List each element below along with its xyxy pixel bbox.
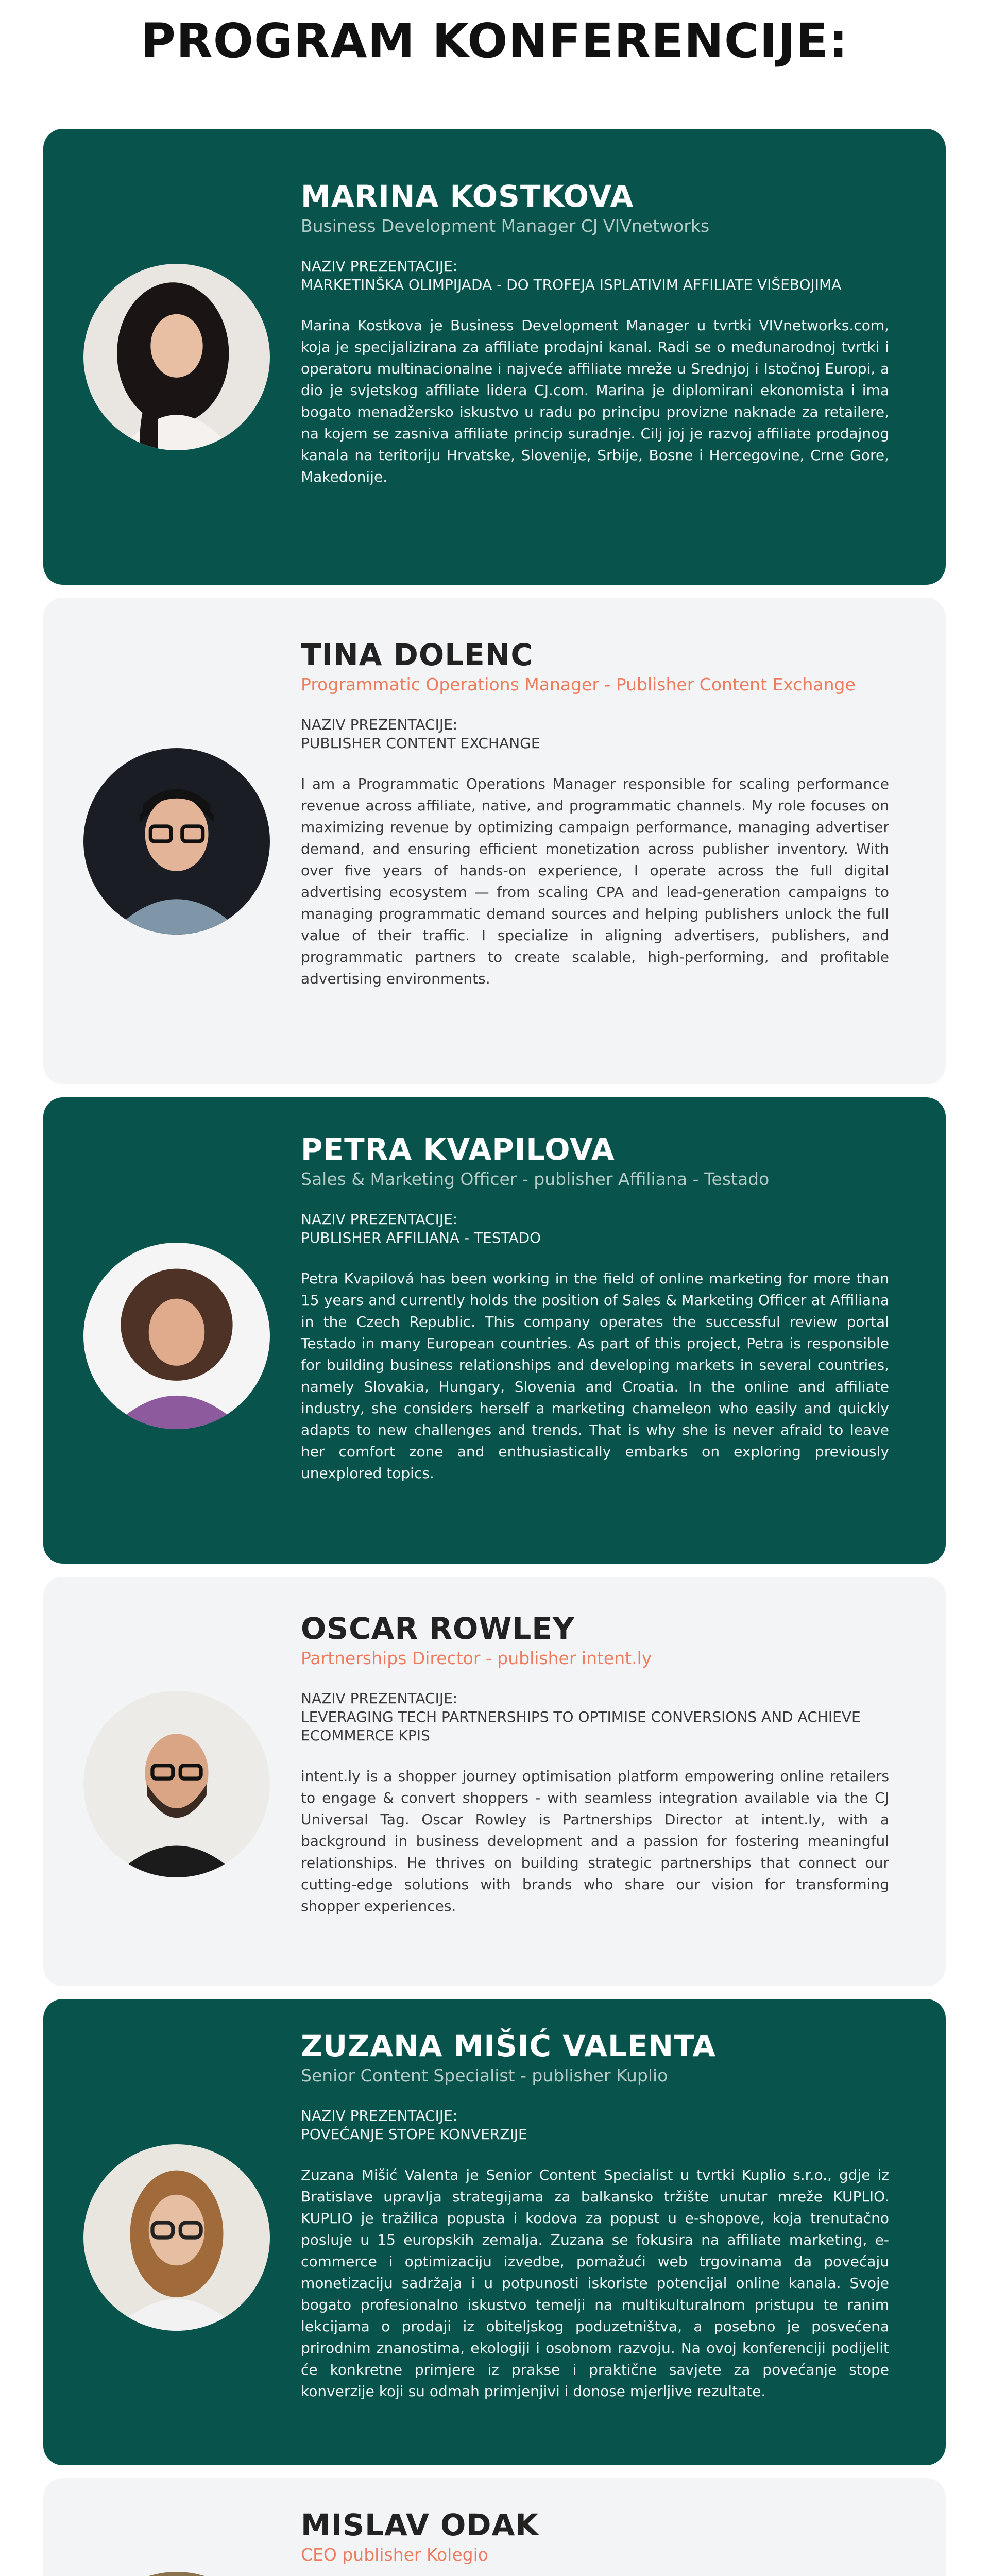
presentation-title: POVEĆANJE STOPE KONVERZIJE [301,2126,527,2143]
presentation-label: NAZIV PREZENTACIJE: [301,2107,458,2124]
presentation-label: NAZIV PREZENTACIJE: [301,716,458,733]
speaker-role: Senior Content Specialist - publisher Kuplio [301,2065,668,2086]
presentation-title: PUBLISHER AFFILIANA - TESTADO [301,1229,541,1246]
speaker-role: Business Development Manager CJ VIVnetworks [301,216,710,236]
portrait-man-suit-icon [83,2572,270,2576]
speaker-name: OSCAR ROWLEY [301,1611,575,1646]
speaker-card [43,1999,946,2465]
presentation-label: NAZIV PREZENTACIJE: [301,1211,458,1228]
presentation-label: NAZIV PREZENTACIJE: [301,258,458,275]
portrait-woman-dark-hair-icon [83,264,270,450]
presentation-title: LEVERAGING TECH PARTNERSHIPS TO OPTIMISE CONVERSIONS AND ACHIEVE ECOMMERCE KPIS [301,1708,861,1744]
speaker-photo [83,748,270,935]
speaker-card [43,129,946,585]
speaker-photo [83,2572,270,2576]
speaker-bio: I am a Programmatic Operations Manager responsible for scaling performance revenue across affiliate, native, and programmatic channels. My role focuses on maximizing revenue by optimizing campaign performance, managing advertiser demand, and ensuring efficient monetization across publisher inventory. With over five years of hands-on experience, I operate across the full digital advertising ecosystem — from scaling CPA and lead-generation campaigns to managing programmatic demand sources and helping publishers unlock the full value of their traffic. I specialize in aligning advertisers, publishers, and programmatic partners to create scalable, high-performing, and profitable advertising environments. [301,775,889,987]
speaker-photo [83,2144,270,2331]
portrait-man-beard-glasses-icon [83,1691,270,1877]
portrait-man-glasses-icon [83,748,270,935]
portrait-woman-blonde-glasses-icon [83,2144,270,2331]
page-title: PROGRAM KONFERENCIJE: [141,13,848,69]
presentation-title: MARKETINŠKA OLIMPIJADA - DO TROFEJA ISPLATIVIM AFFILIATE VIŠEBOJIMA [301,276,842,293]
speaker-card [43,598,946,1084]
speaker-role: Sales & Marketing Officer - publisher Affiliana - Testado [301,1169,770,1189]
speaker-name: ZUZANA MIŠIĆ VALENTA [301,2028,717,2063]
speaker-role: Partnerships Director - publisher intent.ly [301,1648,652,1668]
speaker-card [43,2478,946,2576]
speaker-bio: Zuzana Mišić Valenta je Senior Content Specialist u tvrtki Kuplio s.r.o., gdje iz Bratislave upravlja strategijama za balkansko tržište unutar mreže KUPLIO. KUPLIO je tražilica popusta i kodova za popust u e-shopove, koja trenutačno posluje u 15 europskih zemalja. Zuzana se fokusira na affiliate marketing, e-commerce i optimizaciju izvedbe, pomažući web trgovinama da povećaju monetizaciju sadržaja i u potpunosti iskoriste potencijal online kanala. Svoje bogato profesionalno iskustvo temelji na multikulturalnom pristupu te ranim lekcijama o prodaji iz obiteljskog poduzetništva, a posebno je posvećena prirodnim znanostima, ekologiji i osobnom razvoju. Na ovoj konferenciji podijelit će konkretne primjere iz prakse i praktične savjete za povećanje stope konverzije koji su odmah primjenjivi i donose mjerljive rezultate. [301,2166,889,2400]
speaker-bio: Petra Kvapilová has been working in the field of online marketing for more than 15 years and currently holds the position of Sales & Marketing Officer at Affiliana in the Czech Republic. This company operates the successful review portal Testado in many European countries. As part of this project, Petra is responsible for building business relationships and developing markets in several countries, namely Slovakia, Hungary, Slovenia and Croatia. In the online and affiliate industry, she considers herself a marketing chameleon who easily and quickly adapts to new challenges and trends. That is why she is never afraid to leave her comfort zone and enthusiastically embarks on exploring previously unexplored topics. [301,1270,889,1482]
speaker-photo [83,264,270,450]
speaker-name: TINA DOLENC [301,637,533,672]
speaker-role: Programmatic Operations Manager - Publisher Content Exchange [301,674,856,694]
presentation-title: PUBLISHER CONTENT EXCHANGE [301,735,540,752]
speaker-photo [83,1691,270,1877]
speaker-bio: Marina Kostkova je Business Development Manager u tvrtki VIVnetworks.com, koja je specijalizirana za affiliate prodajni kanal. Radi se o međunarodnoj tvrtki i operatoru multinacionalne i najveće affiliate mreže u Srednjoj i Istočnoj Europi, a dio je svjetskog affiliate lidera CJ.com. Marina je diplomirani ekonomista i ima bogato menadžersko iskustvo u radu po principu provizne naknade za retailere, na kojem se zasniva affiliate princip suradnje. Cilj joj je razvoj affiliate prodajnog kanala na teritoriju Hrvatske, Slovenije, Srbije, Bosne i Hercegovine, Crne Gore, Makedonije. [301,317,889,485]
speaker-card [43,1097,946,1564]
speaker-role: CEO publisher Kolegio [301,2545,488,2565]
portrait-woman-curly-hair-icon [83,1243,270,1429]
speaker-card [43,1577,946,1986]
speaker-name: MISLAV ODAK [301,2507,539,2543]
speaker-photo [83,1243,270,1429]
speaker-name: MARINA KOSTKOVA [301,179,634,214]
presentation-label: NAZIV PREZENTACIJE: [301,1690,458,1707]
speaker-name: PETRA KVAPILOVA [301,1132,615,1167]
speaker-bio: intent.ly is a shopper journey optimisation platform empowering online retailers to engage & convert shoppers - with seamless integration available via the CJ Universal Tag. Oscar Rowley is Partnerships Director at intent.ly, with a background in business development and a passion for fostering meaningful relationships. He thrives on building strategic partnerships that connect our cutting-edge solutions with brands who share our vision for transforming shopper experiences. [301,1768,889,1914]
